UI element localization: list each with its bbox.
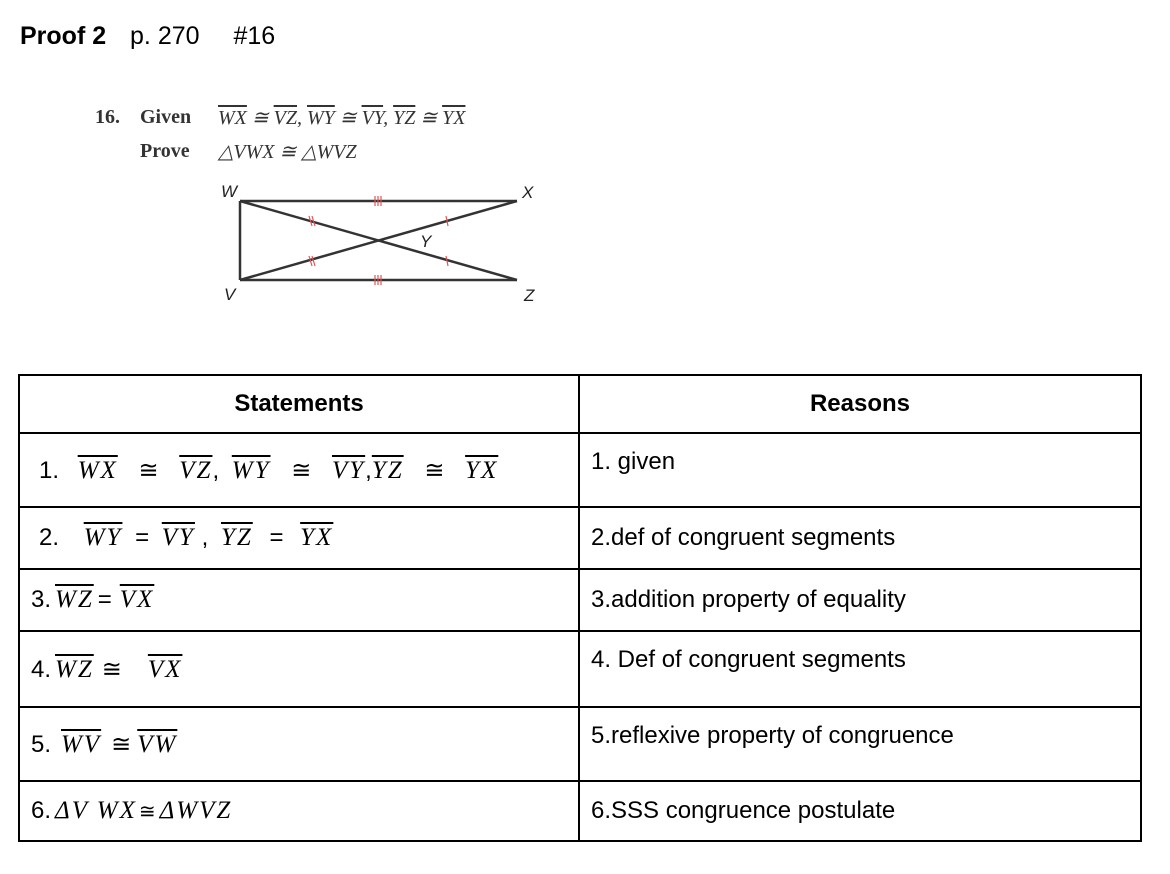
given-segment: $\overline{WY}$ xyxy=(307,106,335,129)
label-v: V xyxy=(224,285,236,304)
reason-cell: 6.SSS congruence postulate xyxy=(579,781,1141,841)
label-z: Z xyxy=(524,286,535,305)
statement-cell: 3. $\overline{WZ} = \overline{VX}$ xyxy=(19,569,579,631)
diagram-lines xyxy=(240,201,517,280)
statements-header: Statements xyxy=(19,375,579,433)
given-segment: $\overline{VY}$ xyxy=(361,106,384,129)
reason-cell: 3.addition property of equality xyxy=(579,569,1141,631)
reason-cell: 4. Def of congruent segments xyxy=(579,631,1141,707)
prove-label: Prove xyxy=(140,139,190,162)
prove-row xyxy=(95,134,465,168)
triangle-diagram xyxy=(215,180,545,305)
problem-number: 16. xyxy=(95,105,120,128)
reason-cell: 2.def of congruent segments xyxy=(579,507,1141,569)
label-w: W xyxy=(221,182,238,201)
reason-cell: 5.reflexive property of congruence xyxy=(579,707,1141,781)
given-relation: ≅ xyxy=(246,106,274,129)
reasons-header: Reasons xyxy=(579,375,1141,433)
statement-cell: 4. $\overline{WZ}$ ≅ $\overline{VX}$ xyxy=(19,631,579,707)
proof-table xyxy=(18,374,1142,842)
given-segment: $\overline{YX}$ xyxy=(442,106,466,129)
page-header xyxy=(20,22,275,51)
given-separator: , xyxy=(297,106,307,129)
given-relation: ≅ xyxy=(415,106,443,129)
statement-cell: 2. $\overline{WY} = \overline{VY}$ , $\overline{YZ} = \overline{YX}$ xyxy=(19,507,579,569)
given-segment: $\overline{VZ}$ xyxy=(273,106,297,129)
table-row xyxy=(19,507,1141,569)
table-row xyxy=(19,433,1141,507)
label-x: X xyxy=(522,183,534,202)
table-row xyxy=(19,707,1141,781)
given-statement xyxy=(218,105,465,130)
given-segment: $\overline{WX}$ xyxy=(218,106,247,129)
statement-cell: 6. ΔV WX ≅ ΔWVZ xyxy=(19,781,579,841)
given-segment: $\overline{YZ}$ xyxy=(393,106,416,129)
given-label: Given xyxy=(140,105,192,128)
table-row xyxy=(19,569,1141,631)
proof-title: Proof 2 xyxy=(20,22,107,50)
given-separator: , xyxy=(383,106,394,129)
table-row xyxy=(19,631,1141,707)
page-reference: p. 270 xyxy=(130,22,200,50)
statement-cell: 5. $\overline{WV}$ ≅ $\overline{VW}$ xyxy=(19,707,579,781)
prove-statement: △VWX ≅ △WVZ xyxy=(218,140,357,163)
given-relation: ≅ xyxy=(334,106,362,129)
problem-reference: #16 xyxy=(233,22,276,50)
header-row xyxy=(19,375,1141,433)
table-row xyxy=(19,781,1141,841)
statement-cell: 1. $\overline{WX}$ ≅ $\overline{VZ}$, $\overline{WY}$ ≅ $\overline{VY},\overline{YZ}$ ≅ $\overline{YX}$ xyxy=(19,433,579,507)
label-y: Y xyxy=(420,232,432,251)
reason-cell: 1. given xyxy=(579,433,1141,507)
problem-statement xyxy=(95,100,465,168)
given-row xyxy=(95,100,465,134)
